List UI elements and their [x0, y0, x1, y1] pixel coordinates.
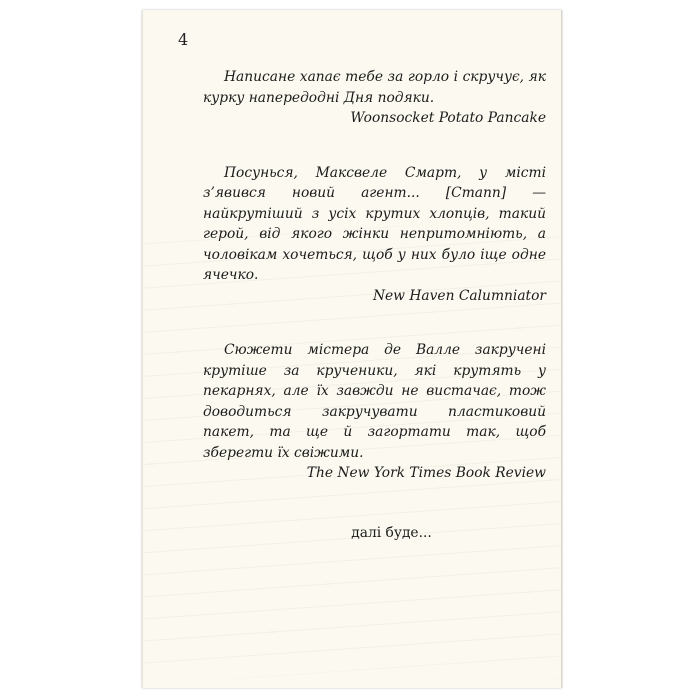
- blurb-quote: Написане хапає тебе за горло і скручує, як курку напередодні Дня подяки.: [203, 69, 546, 106]
- blurb-2: [203, 163, 546, 307]
- blurb-1: [203, 67, 546, 129]
- blurb-quote: Посунься, Максвеле Смарт, у місті з’явився новий агент... [Стапп] — найкрутіший з усіх крутих хлопців, такий герой, від якого жінки непритомніють, а чоловікам хочеться, щоб у них було іще одне ячечко.: [203, 164, 546, 283]
- blurb-source: New Haven Calumniator: [372, 287, 546, 304]
- blurb-source: The New York Times Book Review: [306, 465, 546, 481]
- page-number: 4: [178, 30, 189, 49]
- blurb-3: [203, 340, 546, 484]
- blurbs-column: [203, 67, 546, 543]
- blurb-quote: Сюжети містера де Валле закручені крутіше за крученики, які крутять у пекарнях, але їх завжди не вистачає, тож доводиться закручувати пластиковий пакет, та ще й загортати так, щоб зберегти їх свіжими.: [203, 342, 546, 461]
- book-page: [142, 10, 562, 688]
- blurb-source: Woonsocket Potato Pancake: [350, 110, 546, 126]
- to-be-continued: далі буде...: [351, 524, 432, 541]
